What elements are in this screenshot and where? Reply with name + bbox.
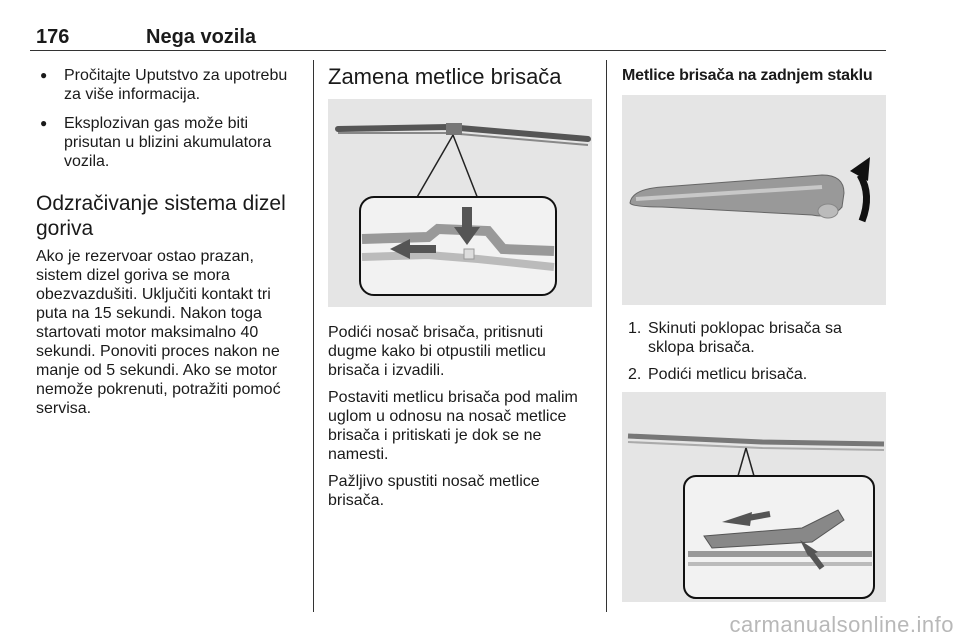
section-heading-wiper: Zamena metlice brisača [328, 64, 562, 89]
section-heading-rear-wiper: Metlice brisača na zadnjem staklu [622, 67, 873, 84]
wiper-paragraph-2: Postaviti metlicu brisača pod malim uglom u odnosu na nosač metlice brisača i pritiskati je dok se ne namesti. [328, 389, 578, 463]
bullet-item: ● Eksplozivan gas može biti prisutan u blizini akumulatora vozila. [36, 114, 302, 171]
fuel-paragraph: Ako je rezervoar ostao prazan, sistem dizel goriva se mora obezvazdušiti. Uključiti kontakt tri puta na 15 sekundi. Nakon toga startovati motor maksimalno 40 sekundi. Ponoviti proces nakon ne manje od 5 sekundi. Ako se motor nemože pokrenuti, potražiti pomoć servisa. [36, 248, 281, 417]
wiper-blade-figure [328, 99, 592, 307]
rear-wiper-cover-figure [622, 95, 886, 305]
list-item: 2. Podići metlicu brisača. [628, 366, 808, 383]
column-3 [622, 60, 888, 602]
wiper-paragraph-3: Pažljivo spustiti nosač metlice brisača. [328, 473, 540, 509]
bullet-item: ● Pročitajte Uputstvo za upotrebu za više informacija. [36, 66, 302, 104]
rear-wiper-steps [622, 319, 888, 384]
rear-wiper-cover-illustration [622, 95, 886, 305]
rear-wiper-blade-illustration [622, 392, 886, 602]
page-header [30, 24, 886, 51]
chapter-title: Nega vozila [146, 26, 257, 48]
list-item: 1. Skinuti poklopac brisača sa sklopa brisača. [628, 320, 842, 356]
rear-wiper-blade-figure [622, 392, 886, 602]
wiper-blade-illustration [328, 99, 592, 307]
column-divider-1 [313, 60, 314, 612]
page-number: 176 [36, 26, 70, 48]
column-divider-2 [606, 60, 607, 612]
wiper-paragraph-1: Podići nosač brisača, pritisnuti dugme kako bi otpustili metlicu brisača i izvadili. [328, 324, 546, 379]
column-1 [36, 60, 302, 426]
column-2 [328, 60, 594, 518]
watermark: carmanualsonline.info [729, 612, 954, 637]
section-heading-fuel: Odzračivanje sistema dizel goriva [36, 192, 286, 240]
